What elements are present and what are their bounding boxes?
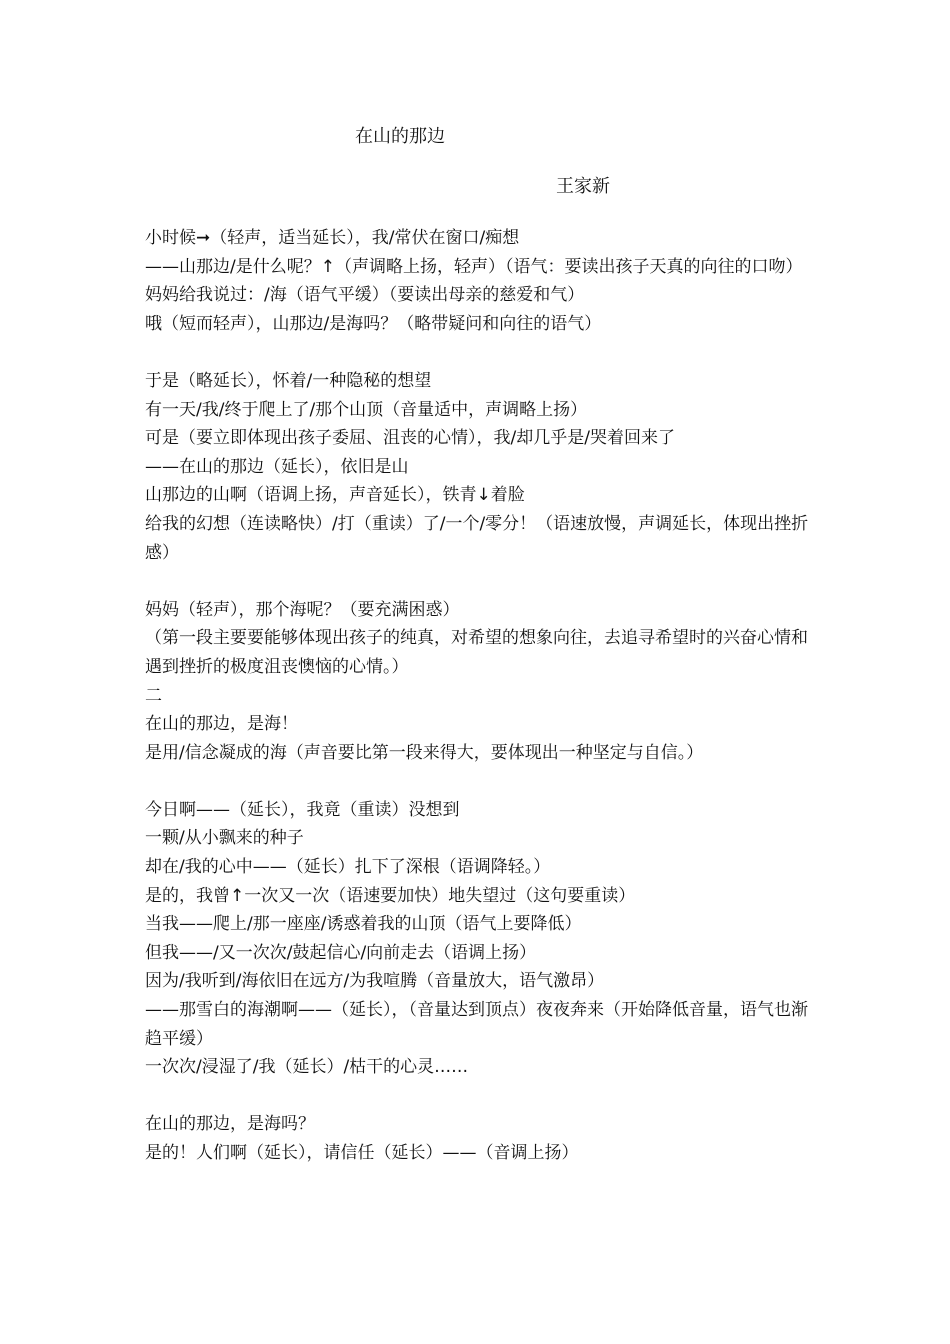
text-line: 小时候➞（轻声，适当延长），我/常伏在窗口/痴想	[145, 228, 520, 248]
text-line: 于是（略延长），怀着/一种隐秘的想望	[145, 370, 432, 391]
text-line	[145, 1082, 810, 1111]
text-line: 但我——/又一次次/鼓起信心/向前走去（语调上扬）	[145, 942, 537, 963]
text-line: （第一段主要要能够体现出孩子的纯真，对希望的想象向往，去追寻希望时的兴奋心情和遇到挫折的极度沮丧懊恼的心情。）	[145, 628, 808, 677]
poem-title: 在山的那边	[355, 126, 445, 147]
text-line: 一颗/从小飘来的种子	[145, 828, 304, 849]
text-line: 在山的那边，是海！	[145, 714, 298, 735]
text-line	[145, 338, 810, 367]
text-line: 当我——爬上/那一座座/诱惑着我的山顶（语气上要降低）	[145, 914, 582, 935]
text-line: 可是（要立即体现出孩子委屈、沮丧的心情），我/却几乎是/哭着回来了	[145, 428, 675, 449]
text-line: 妈妈给我说过：/海（语气平缓）（要读出母亲的慈爱和气）	[145, 285, 585, 306]
text-line: 是的，我曾↑一次又一次（语速要加快）地失望过（这句要重读）	[145, 885, 636, 906]
text-line: 在山的那边，是海吗？	[145, 1114, 315, 1135]
text-line: ——那雪白的海潮啊——（延长），（音量达到顶点）夜夜奔来（开始降低音量，语气也渐趋平缓）	[145, 1000, 808, 1049]
text-line: 二	[145, 685, 162, 706]
text-line: 一次次/浸湿了/我（延长）/枯干的心灵……	[145, 1057, 469, 1078]
text-line: 有一天/我/终于爬上了/那个山顶（音量适中，声调略上扬）	[145, 399, 588, 420]
text-line: 是的！人们啊（延长），请信任（延长）——（音调上扬）	[145, 1143, 579, 1163]
text-line: 却在/我的心中——（延长）扎下了深根（语调降轻。）	[145, 857, 551, 878]
text-line: 哦（短而轻声），山那边/是海吗？（略带疑问和向往的语气）	[145, 313, 602, 334]
text-line	[145, 767, 810, 796]
text-line: 因为/我听到/海依旧在远方/为我喧腾（音量放大，语气激昂）	[145, 971, 605, 992]
text-line: 妈妈（轻声），那个海呢？（要充满困惑）	[145, 599, 460, 620]
poem-body	[145, 224, 810, 1168]
text-line: ——在山的那边（延长），依旧是山	[145, 456, 409, 477]
text-line	[145, 567, 810, 596]
text-line: 是用/信念凝成的海（声音要比第一段来得大，要体现出一种坚定与自信。）	[145, 742, 704, 763]
poem-author: 王家新	[556, 176, 610, 197]
text-line: 给我的幻想（连读略快）/打（重读）了/一个/零分！（语速放慢，声调延长，体现出挫折感）	[145, 513, 809, 563]
text-line: 山那边的山啊（语调上扬，声音延长），铁青↓着脸	[145, 485, 525, 506]
text-line: ——山那边/是什么呢？↑（声调略上扬，轻声）（语气：要读出孩子天真的向往的口吻）	[145, 256, 803, 277]
text-line: 今日啊——（延长），我竟（重读）没想到	[145, 799, 460, 820]
